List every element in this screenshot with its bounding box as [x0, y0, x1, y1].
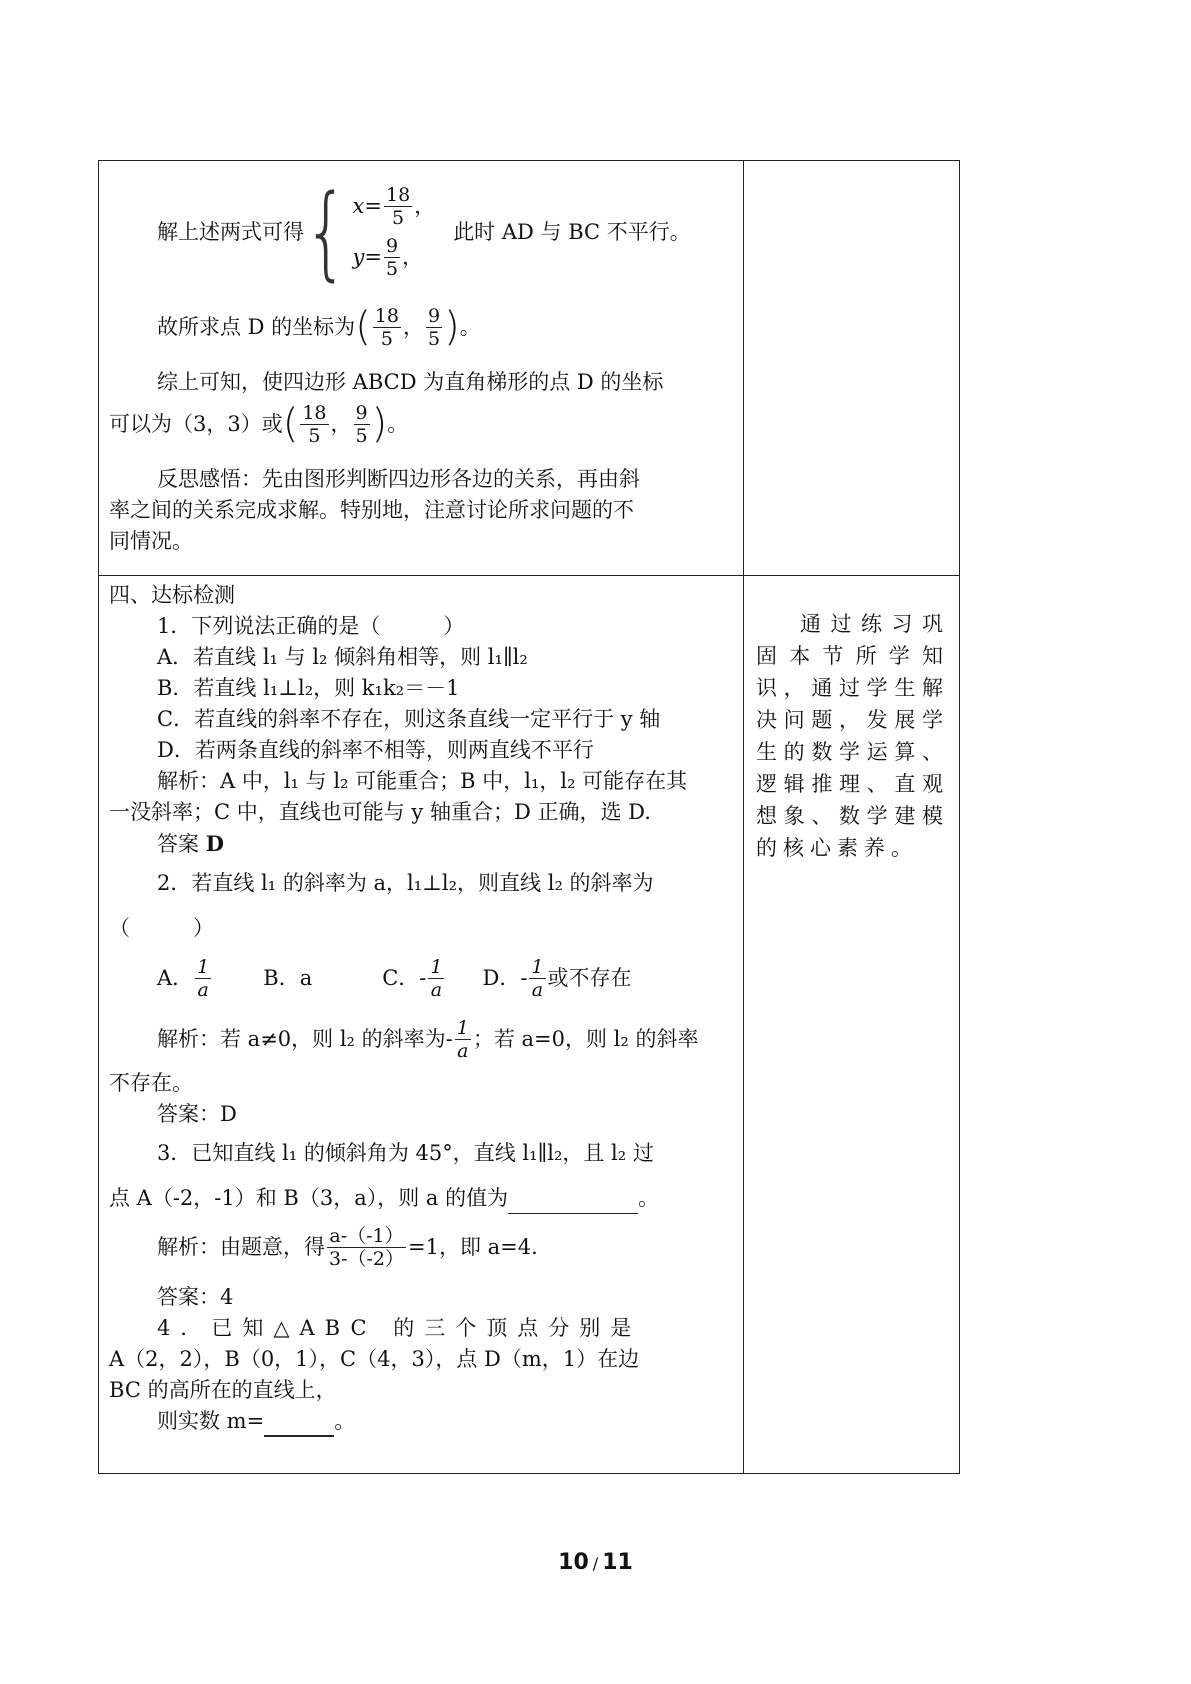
side-cell-empty	[744, 161, 960, 576]
fraction: $\frac{9}{5}$	[355, 401, 368, 447]
q4-line-3: BC 的高所在的直线上，	[109, 1378, 337, 1402]
side-note: 通过练习巩固本节所学知识，通过学生解决问题，发展学生的数学运算、逻辑推理、直观想象、数学建模的核心素养。	[756, 612, 949, 860]
q4-line4-suffix: 。	[334, 1409, 356, 1433]
q1-option-a: A．若直线 l₁ 与 l₂ 倾斜角相等，则 l₁∥l₂	[157, 645, 528, 669]
fraction: $\frac{9}{5}$	[386, 235, 399, 280]
q3-line2-prefix: 点 A（-2，-1）和 B（3，a），则 a 的值为	[109, 1186, 509, 1210]
lesson-table	[98, 160, 960, 1474]
q1-answer-label: 答案	[157, 832, 199, 856]
page-separator: /	[592, 1554, 599, 1573]
side-cell-note	[744, 576, 960, 1474]
fraction: $\frac{a-(-1)}{3-(-2)}$	[329, 1224, 405, 1270]
sys-x-var: x	[352, 194, 365, 218]
main-cell-exercises	[99, 576, 744, 1474]
solve-suffix: 此时 AD 与 BC 不平行。	[453, 219, 691, 244]
left-brace: {	[304, 172, 349, 292]
q1-option-c: C．若直线的斜率不存在，则这条直线一定平行于 y 轴	[157, 707, 661, 731]
coord-suffix: 。	[459, 314, 481, 339]
q1-answer-value: D	[205, 831, 224, 856]
solve-line	[99, 167, 743, 297]
q2-analysis-line-2: 不存在。	[109, 1071, 193, 1095]
fraction: $\frac{1}{a}$	[456, 1016, 469, 1062]
fraction: $\frac{18}{5}$	[386, 184, 411, 229]
q1-answer	[99, 828, 743, 860]
q2-analysis-prefix: 解析：若 a≠0，则 l₂ 的斜率为-	[157, 1026, 453, 1051]
q1-analysis-2: 一没斜率；C 中，直线也可能与 y 轴重合；D 正确，选 D.	[109, 800, 651, 824]
q4-line-2: A（2，2），B（0，1），C（4，3），点 D（m，1）在边	[109, 1347, 640, 1371]
table-row	[99, 576, 960, 1474]
fraction: $\frac{9}{5}$	[427, 304, 441, 350]
q3-answer: 答案：4	[157, 1285, 234, 1309]
system-y-line: y = $\frac{9}{5}$ ，	[352, 235, 424, 280]
solve-prefix: 解上述两式可得	[157, 219, 304, 244]
q2-analysis	[99, 1010, 743, 1068]
summary-line-1: 综上可知，使四边形 ABCD 为直角梯形的点 D 的坐标	[157, 370, 664, 394]
q3-analysis-prefix: 解析：由题意，得	[157, 1234, 325, 1259]
summary-suffix: 。	[387, 411, 409, 436]
equation-system	[304, 172, 436, 292]
q2-answer: 答案：D	[157, 1102, 237, 1126]
fraction: $\frac{1}{a}$	[531, 955, 544, 1001]
q1-stem: 1．下列说法正确的是（ ）	[157, 614, 465, 638]
q4-line-1: 4．已知△ABC 的三个顶点分别是	[157, 1316, 642, 1340]
q4-line4-prefix: 则实数 m=	[157, 1409, 265, 1433]
q2-option-c-label: C．-	[382, 965, 427, 990]
fraction: $\frac{18}{5}$	[374, 304, 399, 350]
q2-option-a-label: A．	[157, 965, 194, 990]
summary-prefix: 可以为（3，3）或	[109, 411, 283, 436]
q1-option-b: B．若直线 l₁⊥l₂，则 k₁k₂＝－1	[157, 676, 460, 700]
section-title: 四、达标检测	[109, 583, 235, 607]
q2-options	[99, 950, 743, 1006]
q1-option-d: D．若两条直线的斜率不相等，则两直线不平行	[157, 738, 594, 762]
main-cell-solution	[99, 161, 744, 576]
reflect-line-3: 同情况。	[109, 529, 193, 553]
q2-option-b: B．a	[263, 965, 313, 990]
q3-stem: 3．已知直线 l₁ 的倾斜角为 45°，直线 l₁∥l₂，且 l₂ 过	[157, 1141, 654, 1165]
q2-analysis-suffix: ；若 a=0，则 l₂ 的斜率	[472, 1026, 699, 1051]
q3-analysis	[99, 1218, 743, 1276]
answer-blank[interactable]	[508, 1191, 638, 1214]
q3-line2-suffix: 。	[638, 1186, 660, 1210]
page-current: 10	[558, 1550, 589, 1575]
reflect-line-2: 率之间的关系完成求解。特别地，注意讨论所求问题的不	[109, 498, 634, 522]
summary-line-2: 可以为（3，3）或 ( $\frac{18}{5}$ ， $\frac{9}{5}$ ) 。	[109, 401, 409, 447]
answer-blank[interactable]	[264, 1413, 334, 1437]
q2-option-d-suffix: 或不存在	[547, 965, 632, 990]
q2-paren: （ ）	[109, 916, 214, 940]
coord-line: 故所求点 D 的坐标为 ( $\frac{18}{5}$ ， $\frac{9}{5}$ ) 。	[157, 304, 481, 350]
fraction: $\frac{1}{a}$	[197, 955, 210, 1001]
q2-stem: 2．若直线 l₁ 的斜率为 a，l₁⊥l₂，则直线 l₂ 的斜率为	[157, 871, 654, 895]
q3-line-2	[99, 1183, 743, 1214]
page-total: 11	[602, 1550, 633, 1575]
page-number	[0, 1550, 1191, 1575]
coord-prefix: 故所求点 D 的坐标为	[157, 314, 356, 339]
reflect-line-1: 反思感悟：先由图形判断四边形各边的关系，再由斜	[157, 467, 640, 491]
q1-analysis-1: 解析：A 中，l₁ 与 l₂ 可能重合；B 中，l₁，l₂ 可能存在其	[157, 769, 688, 793]
q3-analysis-suffix: =1，即 a=4.	[408, 1234, 538, 1259]
fraction: $\frac{1}{a}$	[430, 955, 443, 1001]
table-row	[99, 161, 960, 576]
sys-y-var: y	[352, 245, 365, 269]
fraction: $\frac{18}{5}$	[302, 401, 327, 447]
system-x-line: x = $\frac{18}{5}$ ，	[352, 184, 436, 229]
q4-line-4	[99, 1406, 743, 1437]
q2-option-d-label: D．-	[482, 965, 528, 990]
